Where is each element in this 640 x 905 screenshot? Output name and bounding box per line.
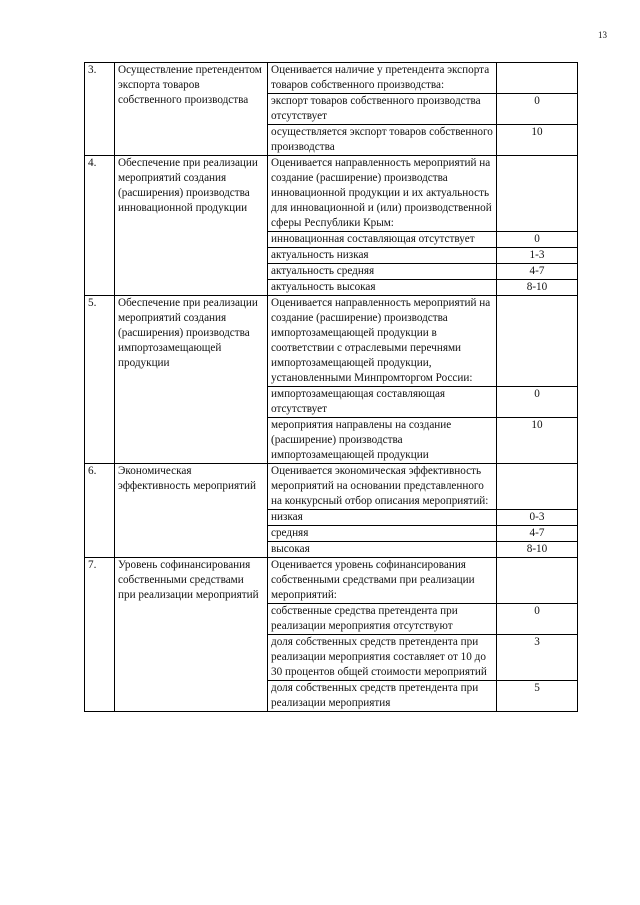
- option-score: 8-10: [497, 280, 578, 296]
- option-score: 1-3: [497, 248, 578, 264]
- criterion-row: [85, 63, 578, 94]
- criterion-name: Осуществление претендентом экспорта товаров собственного производства: [115, 63, 268, 156]
- option-text: средняя: [268, 526, 497, 542]
- criterion-name: Обеспечение при реализации мероприятий создания (расширения) производства инновационной продукции: [115, 156, 268, 296]
- option-score: 5: [497, 681, 578, 712]
- page-number: 13: [598, 30, 607, 40]
- option-score: 3: [497, 635, 578, 681]
- score-cell-empty: [497, 558, 578, 604]
- option-text: импортозамещающая составляющая отсутствует: [268, 387, 497, 418]
- option-score: 0: [497, 94, 578, 125]
- criterion-row: [85, 464, 578, 510]
- option-score: 10: [497, 418, 578, 464]
- option-score: 0-3: [497, 510, 578, 526]
- option-text: мероприятия направлены на создание (расширение) производства импортозамещающей продукции: [268, 418, 497, 464]
- option-text: доля собственных средств претендента при реализации мероприятия составляет от 10 до 30 процентов общей стоимости мероприятий: [268, 635, 497, 681]
- score-cell-empty: [497, 156, 578, 232]
- criterion-description: Оценивается уровень софинансирования собственными средствами при реализации мероприятий:: [268, 558, 497, 604]
- score-cell-empty: [497, 63, 578, 94]
- score-cell-empty: [497, 296, 578, 387]
- criterion-row: [85, 558, 578, 604]
- option-text: высокая: [268, 542, 497, 558]
- score-cell-empty: [497, 464, 578, 510]
- criterion-description: Оценивается экономическая эффективность мероприятий на основании представленного на конкурсный отбор описания мероприятий:: [268, 464, 497, 510]
- criterion-row: [85, 156, 578, 232]
- option-score: 0: [497, 232, 578, 248]
- option-score: 4-7: [497, 264, 578, 280]
- criterion-number: 3.: [85, 63, 115, 156]
- criterion-description: Оценивается наличие у претендента экспорта товаров собственного производства:: [268, 63, 497, 94]
- criterion-description: Оценивается направленность мероприятий на создание (расширение) производства инновационной продукции и их актуальность для инновационной и (или) производственной сферы Республики Крым:: [268, 156, 497, 232]
- option-text: осуществляется экспорт товаров собственного производства: [268, 125, 497, 156]
- option-text: собственные средства претендента при реализации мероприятия отсутствуют: [268, 604, 497, 635]
- option-text: актуальность средняя: [268, 264, 497, 280]
- option-score: 0: [497, 604, 578, 635]
- option-text: доля собственных средств претендента при реализации мероприятия: [268, 681, 497, 712]
- option-score: 8-10: [497, 542, 578, 558]
- criterion-row: [85, 296, 578, 387]
- option-score: 0: [497, 387, 578, 418]
- option-text: актуальность высокая: [268, 280, 497, 296]
- criteria-table-body: [85, 63, 578, 712]
- criterion-name: Обеспечение при реализации мероприятий создания (расширения) производства импортозамещающей продукции: [115, 296, 268, 464]
- option-text: инновационная составляющая отсутствует: [268, 232, 497, 248]
- criterion-number: 5.: [85, 296, 115, 464]
- criteria-table: [84, 62, 578, 712]
- option-score: 10: [497, 125, 578, 156]
- option-text: экспорт товаров собственного производства отсутствует: [268, 94, 497, 125]
- option-text: низкая: [268, 510, 497, 526]
- criterion-number: 7.: [85, 558, 115, 712]
- option-score: 4-7: [497, 526, 578, 542]
- criterion-name: Уровень софинансирования собственными средствами при реализации мероприятий: [115, 558, 268, 712]
- criterion-description: Оценивается направленность мероприятий на создание (расширение) производства импортозамещающей продукции в соответствии с отраслевыми перечнями импортозамещающей продукции, установленными Минпромторгом России:: [268, 296, 497, 387]
- option-text: актуальность низкая: [268, 248, 497, 264]
- criterion-name: Экономическая эффективность мероприятий: [115, 464, 268, 558]
- criterion-number: 4.: [85, 156, 115, 296]
- criterion-number: 6.: [85, 464, 115, 558]
